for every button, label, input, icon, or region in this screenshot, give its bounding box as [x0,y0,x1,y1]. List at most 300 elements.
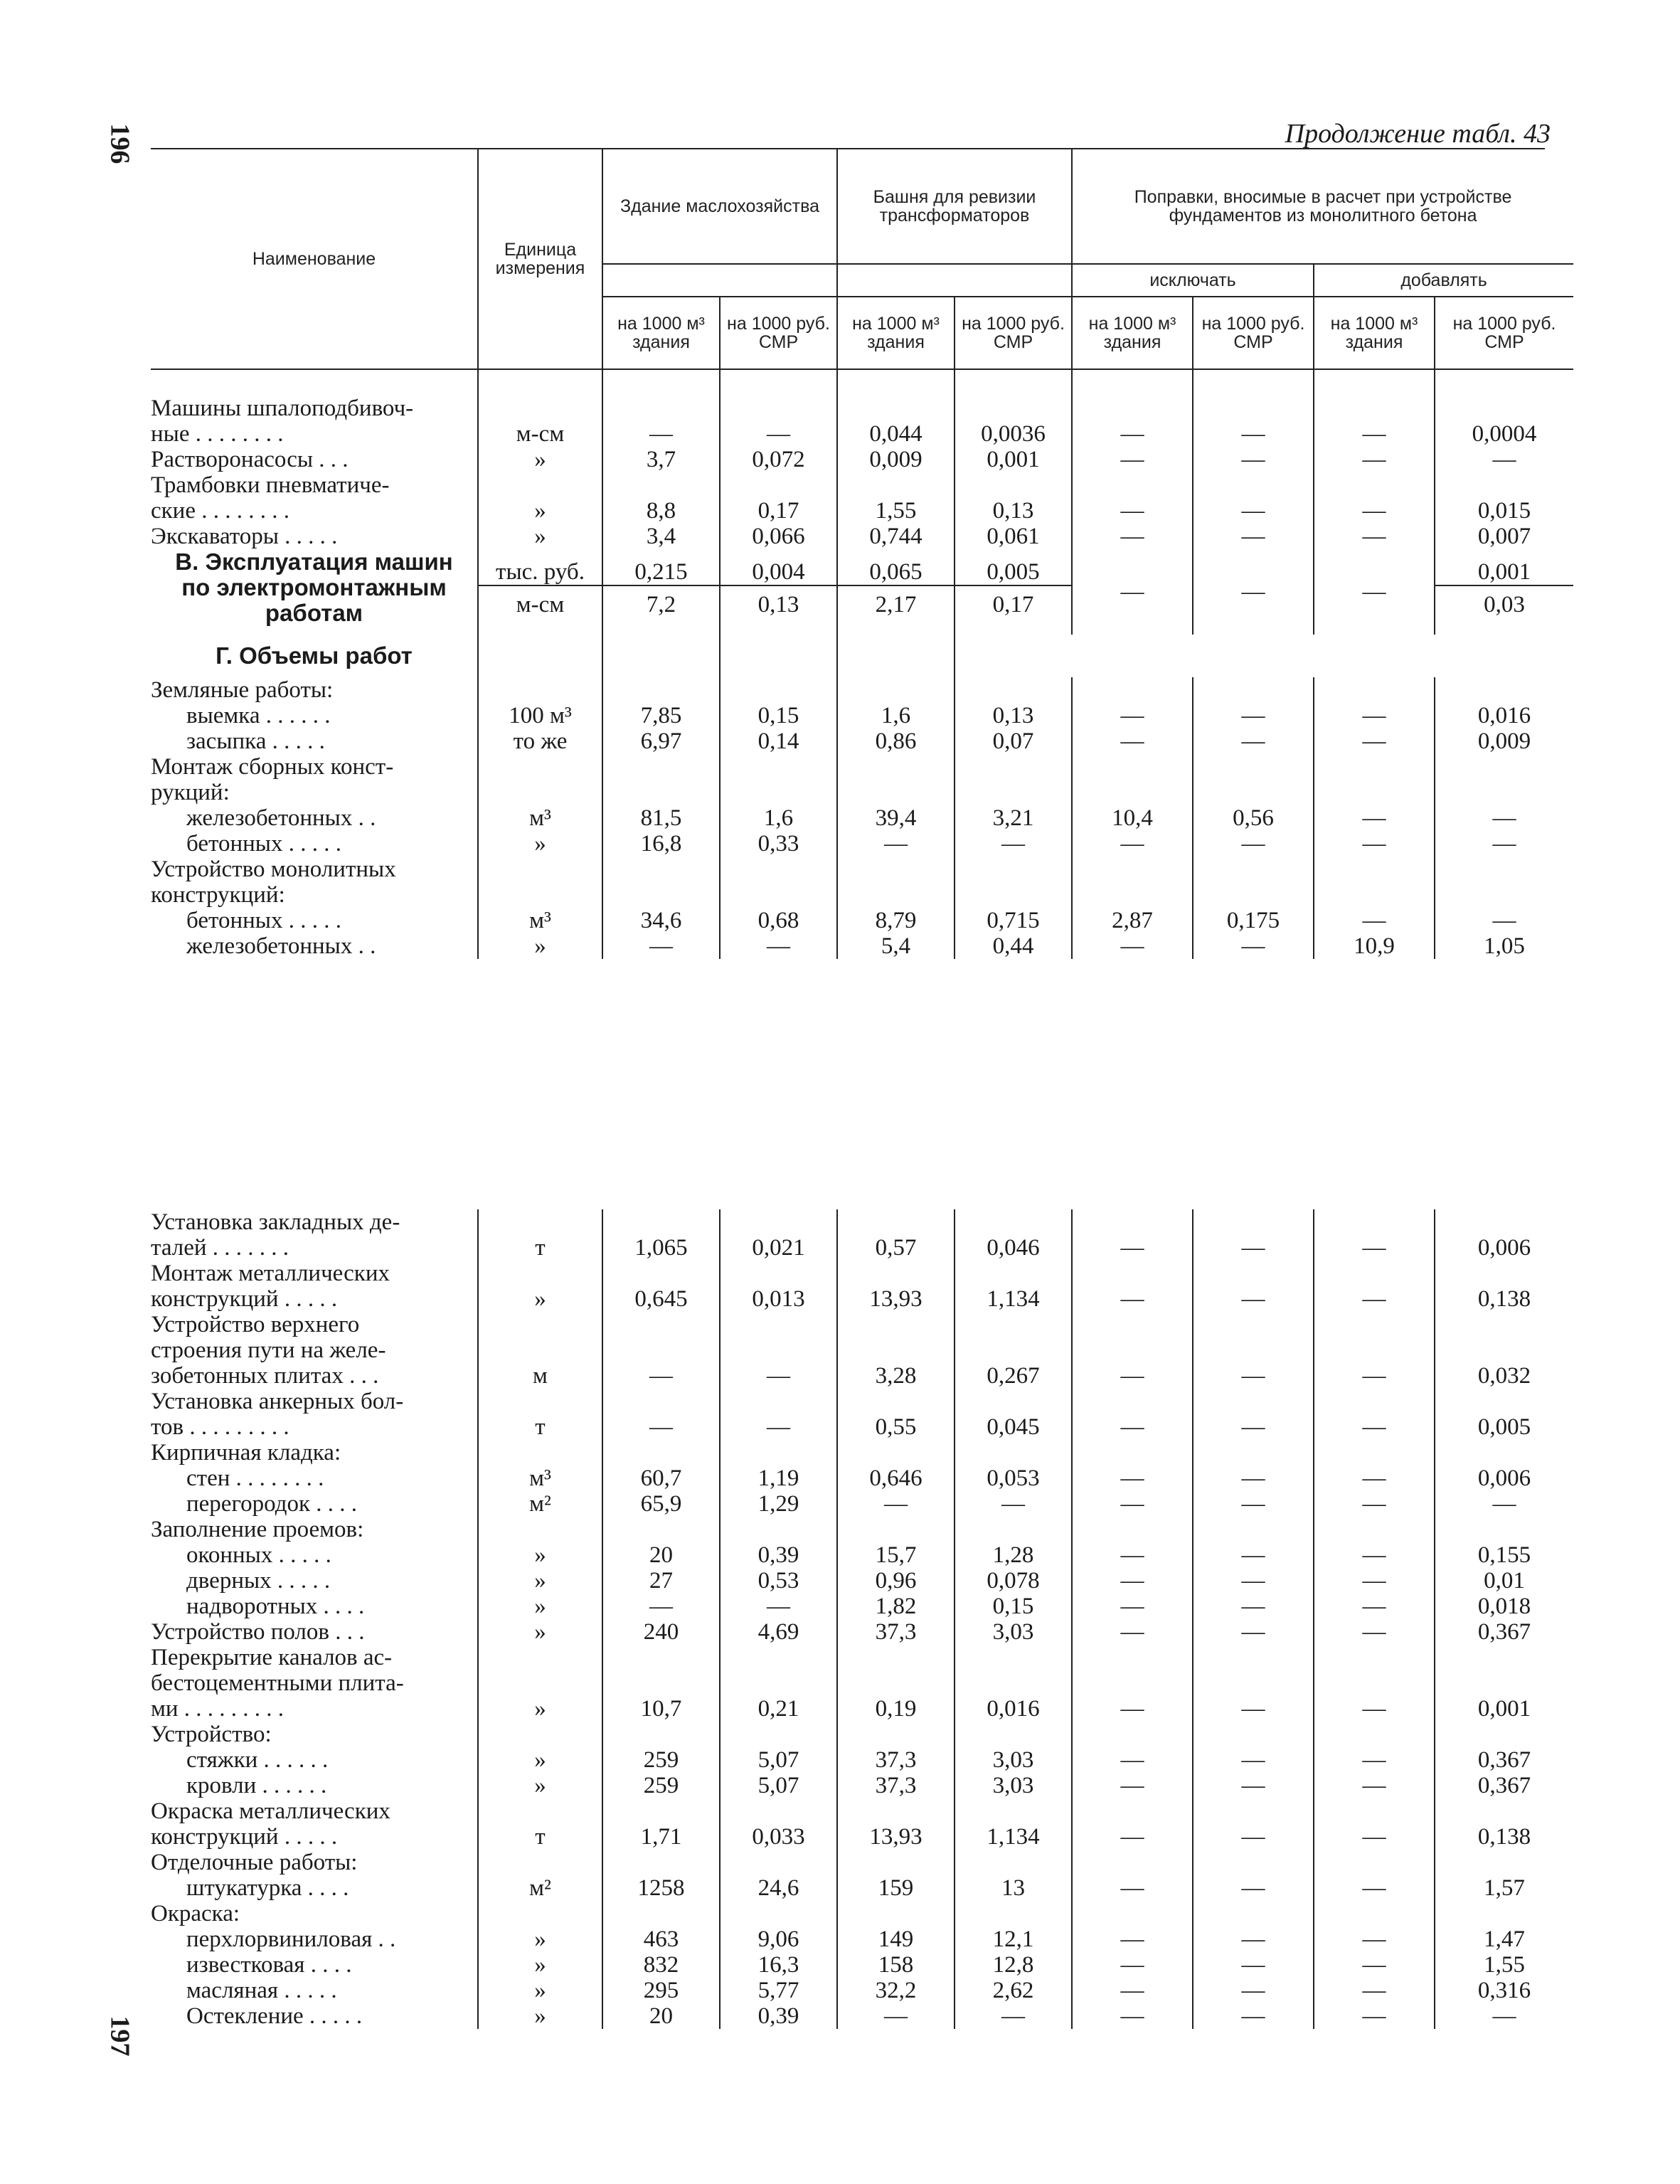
table-row [151,1978,1573,2003]
value-cell: 0,316 [1435,1978,1573,2003]
value-cell [602,1517,720,1542]
value-cell: — [1435,2003,1573,2029]
unit-cell: » [478,1568,602,1594]
value-cell: 1,134 [955,1261,1072,1312]
table-row [151,1594,1573,1619]
value-cell: 32,2 [837,1978,955,2003]
unit-cell: » [478,1926,602,1952]
value-cell: 1,82 [837,1594,955,1619]
row-label: известковая . . . . [186,1952,352,1978]
value-cell: 3,21 [955,805,1072,831]
unit-cell [478,677,602,703]
value-cell [837,1850,955,1875]
unit-cell: » [478,524,602,549]
value-cell: — [720,396,837,447]
value-cell [1193,1901,1314,1926]
value-cell: 0,045 [955,1389,1072,1440]
unit-cell: » [478,831,602,857]
table-row [151,472,1573,524]
unit-cell: » [478,1978,602,2003]
value-cell: — [1072,396,1193,447]
unit-cell: т [478,1798,602,1850]
value-cell: 13,93 [837,1798,955,1850]
value-cell: 13,93 [837,1261,955,1312]
row-label: ные . . . . . . . . [151,421,284,447]
unit-cell: т [478,1209,602,1261]
value-cell [602,1850,720,1875]
row-label: стен . . . . . . . . [186,1465,324,1491]
table-row [151,1261,1573,1312]
table-row [151,524,1573,549]
value-cell: 65,9 [602,1491,720,1517]
unit-cell [478,1901,602,1926]
value-cell: 10,9 [1314,933,1435,959]
value-cell: 0,744 [837,524,955,549]
value-cell [1072,1722,1193,1747]
table-row [151,1542,1573,1568]
row-label: Устройство полов . . . [151,1619,365,1645]
value-cell: 0,03 [1435,585,1573,635]
value-cell: 3,03 [955,1747,1072,1773]
value-cell: — [1072,1875,1193,1901]
value-cell: — [1193,1875,1314,1901]
section-v-title: работам [265,600,363,626]
table-row [151,857,1573,908]
value-cell: 5,77 [720,1978,837,2003]
value-cell: 1,47 [1435,1926,1573,1952]
value-cell: 0,155 [1435,1542,1573,1568]
value-cell: 60,7 [602,1465,720,1491]
value-cell: 463 [602,1926,720,1952]
value-cell: 0,001 [1435,549,1573,585]
value-cell: 0,267 [955,1312,1072,1389]
row-label: Экскаваторы . . . . . [151,524,338,549]
value-cell: — [1072,1568,1193,1594]
value-cell: 0,13 [955,472,1072,524]
page-number-bottom: 197 [105,2015,135,2057]
col-header-unit: Единица измерения [478,149,602,369]
value-cell: — [1435,447,1573,472]
value-cell: 8,8 [602,472,720,524]
value-cell: — [1193,703,1314,728]
value-cell: 0,016 [1435,703,1573,728]
value-cell: 1,19 [720,1465,837,1491]
value-cell: — [1072,1261,1193,1312]
unit-cell: » [478,1261,602,1312]
value-cell [1314,1722,1435,1747]
value-cell: 3,03 [955,1619,1072,1645]
table-row [151,1440,1573,1465]
row-label: конструкций . . . . . [151,1286,338,1312]
value-cell: — [1072,447,1193,472]
value-cell [1193,677,1314,703]
row-label: перегородок . . . . [186,1491,358,1517]
value-cell: 0,39 [720,2003,837,2029]
value-cell: — [1193,1926,1314,1952]
unit-cell [478,857,602,908]
row-label: Монтаж сборных конст- [151,754,394,780]
col-header-tower: Башня для ревизии трансформаторов [837,149,1072,264]
value-cell: 1258 [602,1875,720,1901]
row-label: масляная . . . . . [186,1978,337,2003]
row-label: Трамбовки пневматиче- [151,472,390,498]
value-cell: 0,715 [955,908,1072,933]
value-cell: 0,96 [837,1568,955,1594]
unit-cell: м³ [478,1465,602,1491]
value-cell: 20 [602,2003,720,2029]
value-cell: — [1072,1978,1193,2003]
value-cell [1435,1722,1573,1747]
row-label: Окраска: [151,1901,240,1926]
value-cell: — [1193,549,1314,635]
value-cell: — [837,1491,955,1517]
row-label: Земляные работы: [151,677,334,703]
value-cell: 0,009 [837,447,955,472]
value-cell: 37,3 [837,1773,955,1798]
value-cell [1435,754,1573,805]
row-label: ские . . . . . . . . [151,498,289,524]
value-cell [720,754,837,805]
value-cell: 0,065 [837,549,955,585]
table-row [151,754,1573,805]
value-cell: 27 [602,1568,720,1594]
value-cell: 0,68 [720,908,837,933]
value-cell: 12,1 [955,1926,1072,1952]
value-cell: 0,645 [602,1261,720,1312]
col-header-per-building: на 1000 м³ здания [1314,297,1435,369]
row-label: перхлорвиниловая . . [186,1926,396,1952]
value-cell: 10,4 [1072,805,1193,831]
value-cell: — [1314,1261,1435,1312]
value-cell: 0,367 [1435,1773,1573,1798]
value-cell: — [1314,1926,1435,1952]
value-cell: 1,134 [955,1798,1072,1850]
row-label: Отделочные работы: [151,1850,358,1875]
value-cell: 240 [602,1619,720,1645]
value-cell [955,1850,1072,1875]
value-cell: 0,15 [955,1594,1072,1619]
value-cell: 16,3 [720,1952,837,1978]
unit-cell: то же [478,728,602,754]
value-cell: 0,013 [720,1261,837,1312]
value-cell: — [1314,1389,1435,1440]
table-row [151,933,1573,959]
value-cell: 0,39 [720,1542,837,1568]
value-cell: 1,6 [837,703,955,728]
value-cell: — [1193,1209,1314,1261]
continuation-title: Продолжение табл. 43 [1285,119,1551,149]
value-cell [1435,1517,1573,1542]
row-label: засыпка . . . . . [186,728,325,754]
value-cell: — [1314,1619,1435,1645]
value-cell: — [1314,1773,1435,1798]
value-cell: 0,046 [955,1209,1072,1261]
value-cell: 0,004 [720,549,837,585]
value-cell: — [1072,1645,1193,1722]
unit-cell [478,754,602,805]
row-label: оконных . . . . . [186,1542,331,1568]
table-row [151,1875,1573,1901]
value-cell [1193,857,1314,908]
value-cell [955,1722,1072,1747]
value-cell: — [955,1491,1072,1517]
value-cell: 24,6 [720,1875,837,1901]
value-cell: 34,6 [602,908,720,933]
value-cell [720,1901,837,1926]
value-cell: 2,62 [955,1978,1072,2003]
value-cell [1435,857,1573,908]
unit-cell: м² [478,1491,602,1517]
value-cell: — [1193,1747,1314,1773]
table-row [151,1722,1573,1747]
value-cell: 159 [837,1875,955,1901]
value-cell: — [1314,396,1435,447]
value-cell: — [1072,472,1193,524]
value-cell [602,677,720,703]
row-label: талей . . . . . . . [151,1235,289,1261]
value-cell: 39,4 [837,805,955,831]
value-cell: 0,0036 [955,396,1072,447]
value-cell: — [1314,1568,1435,1594]
value-cell: 0,367 [1435,1747,1573,1773]
value-cell: 1,6 [720,805,837,831]
value-cell: 0,066 [720,524,837,549]
value-cell [602,754,720,805]
unit-cell: м³ [478,805,602,831]
value-cell: 5,07 [720,1773,837,1798]
table-row [151,2003,1573,2029]
value-cell [1072,754,1193,805]
unit-cell: » [478,1773,602,1798]
value-cell [602,1722,720,1747]
table-row [151,1901,1573,1926]
value-cell: 0,86 [837,728,955,754]
value-cell: 0,021 [720,1209,837,1261]
value-cell [720,1850,837,1875]
value-cell: — [1314,831,1435,857]
value-cell [1314,1517,1435,1542]
value-cell: — [1193,1594,1314,1619]
table-row [151,1209,1573,1261]
value-cell: 1,05 [1435,933,1573,959]
unit-cell: тыс. руб. [478,549,602,585]
row-label: дверных . . . . . [186,1568,331,1594]
value-cell: 4,69 [720,1619,837,1645]
value-cell: 0,0004 [1435,396,1573,447]
value-cell [720,1517,837,1542]
unit-cell: » [478,472,602,524]
value-cell: 16,8 [602,831,720,857]
value-cell [602,1901,720,1926]
value-cell [720,677,837,703]
value-cell: — [1072,933,1193,959]
value-cell: — [1072,524,1193,549]
value-cell: — [720,1312,837,1389]
value-cell: — [602,396,720,447]
value-cell: 15,7 [837,1542,955,1568]
value-cell [1435,1850,1573,1875]
col-header-per-smr: на 1000 руб. СМР [1435,297,1573,369]
value-cell: 0,17 [955,585,1072,635]
col-header-exclude: исключать [1072,264,1314,297]
value-cell: 0,001 [955,447,1072,472]
value-cell: 0,009 [1435,728,1573,754]
value-cell: — [1314,703,1435,728]
table-row [151,1645,1573,1722]
value-cell: 1,55 [837,472,955,524]
unit-cell: » [478,1619,602,1645]
value-cell [1072,677,1193,703]
value-cell [837,1440,955,1465]
value-cell: 1,28 [955,1542,1072,1568]
value-cell: 0,53 [720,1568,837,1594]
value-cell: 0,13 [955,703,1072,728]
row-label: Остекление . . . . . [186,2003,363,2029]
value-cell [955,754,1072,805]
value-cell: — [1072,1926,1193,1952]
value-cell: — [1072,1619,1193,1645]
value-cell: 0,21 [720,1645,837,1722]
value-cell: — [1193,1619,1314,1645]
value-cell [955,1517,1072,1542]
value-cell: — [1193,1952,1314,1978]
row-label: ми . . . . . . . . . [151,1696,285,1722]
table-row [151,1389,1573,1440]
value-cell: 13 [955,1875,1072,1901]
value-cell: — [1072,549,1193,635]
value-cell: — [1193,1542,1314,1568]
row-label: зобетонных плитах . . . [151,1363,379,1389]
value-cell [1072,857,1193,908]
value-cell: 0,005 [1435,1389,1573,1440]
value-cell: — [1314,805,1435,831]
value-cell: — [1314,1645,1435,1722]
value-cell [1072,1850,1193,1875]
value-cell: 0,14 [720,728,837,754]
value-cell: — [602,1594,720,1619]
table-row [151,1798,1573,1850]
value-cell [1193,1722,1314,1747]
row-label: Монтаж металлических [151,1261,390,1286]
value-cell [1193,1850,1314,1875]
col-header-building: Здание маслохозяйства [602,149,837,264]
row-label: бетонных . . . . . [186,908,341,933]
value-cell: 3,4 [602,524,720,549]
value-cell: — [1193,1568,1314,1594]
value-cell [720,1440,837,1465]
value-cell: — [1314,1209,1435,1261]
value-cell: 0,19 [837,1645,955,1722]
value-cell [1314,754,1435,805]
value-cell: — [1072,1209,1193,1261]
value-cell: 0,006 [1435,1209,1573,1261]
value-cell [1193,1517,1314,1542]
row-label: Машины шпалоподбивоч- [151,396,414,421]
value-cell: — [1072,728,1193,754]
unit-cell: м-см [478,585,602,635]
value-cell: 5,4 [837,933,955,959]
row-label: Установка закладных де- [151,1209,400,1235]
value-cell: 0,078 [955,1568,1072,1594]
unit-cell [478,1850,602,1875]
value-cell: — [602,1312,720,1389]
row-label: рукций: [151,780,230,805]
value-cell [1314,1901,1435,1926]
table-row [151,703,1573,728]
col-header-per-building: на 1000 м³ здания [837,297,955,369]
col-header-per-smr: на 1000 руб. СМР [1193,297,1314,369]
value-cell: 0,56 [1193,805,1314,831]
table-row [151,728,1573,754]
value-cell: 0,072 [720,447,837,472]
value-cell: — [1193,933,1314,959]
value-cell: 9,06 [720,1926,837,1952]
value-cell: 0,367 [1435,1619,1573,1645]
value-cell: — [1193,1798,1314,1850]
value-cell: — [1314,1798,1435,1850]
value-cell: 0,018 [1435,1594,1573,1619]
col-header-per-building: на 1000 м³ здания [1072,297,1193,369]
value-cell: 0,17 [720,472,837,524]
value-cell: 0,033 [720,1798,837,1850]
value-cell [955,1440,1072,1465]
value-cell [1193,754,1314,805]
value-cell: — [1193,831,1314,857]
col-header-per-smr: на 1000 руб. СМР [955,297,1072,369]
row-label: Кирпичная кладка: [151,1440,341,1465]
table-row [151,1465,1573,1491]
table-row [151,908,1573,933]
value-cell: 5,07 [720,1747,837,1773]
unit-cell: » [478,1952,602,1978]
value-cell: — [1193,1645,1314,1722]
value-cell [837,677,955,703]
value-cell: — [955,2003,1072,2029]
value-cell: 7,85 [602,703,720,728]
value-cell [1193,1440,1314,1465]
unit-cell: т [478,1389,602,1440]
value-cell: — [1072,1747,1193,1773]
row-label: Устройство монолитных [151,857,396,882]
row-label: строения пути на желе- [151,1337,386,1363]
table-row [151,1747,1573,1773]
value-cell: 37,3 [837,1747,955,1773]
value-cell [1435,677,1573,703]
row-label: штукатурка . . . . [186,1875,349,1901]
value-cell: — [1072,1542,1193,1568]
value-cell [1435,1901,1573,1926]
table-row [151,805,1573,831]
table-part-1 [151,149,1573,959]
value-cell: 3,03 [955,1773,1072,1798]
value-cell: 0,061 [955,524,1072,549]
value-cell: — [1435,805,1573,831]
table-row [151,831,1573,857]
value-cell: — [1314,1594,1435,1619]
value-cell: 0,01 [1435,1568,1573,1594]
value-cell: — [720,1389,837,1440]
section-v-title: В. Эксплуатация машин [175,549,453,575]
col-header-name: Наименование [151,149,478,369]
row-label: Заполнение проемов: [151,1517,364,1542]
value-cell: — [1193,447,1314,472]
value-cell [720,1722,837,1747]
value-cell [837,1722,955,1747]
value-cell: — [1314,1952,1435,1978]
table-row [151,1773,1573,1798]
value-cell: — [1314,1978,1435,2003]
value-cell: 0,138 [1435,1798,1573,1850]
